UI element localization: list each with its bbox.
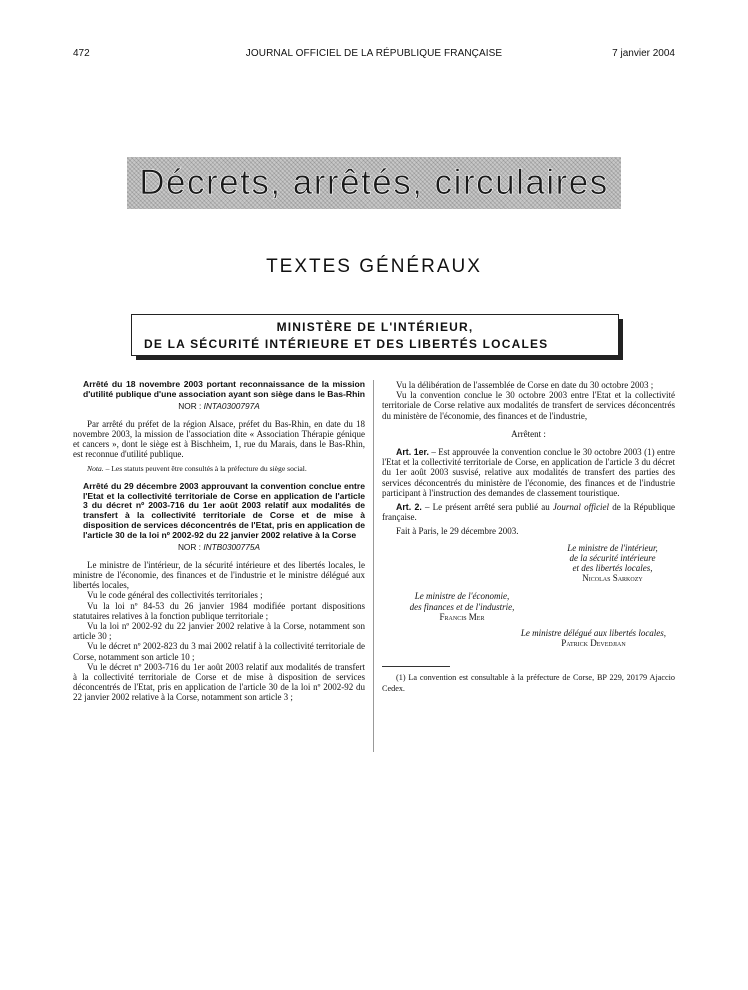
ministry-line-2: DE LA SÉCURITÉ INTÉRIEURE ET DES LIBERTÉS LOCALES bbox=[144, 337, 549, 351]
running-head bbox=[73, 48, 675, 62]
article-1-title: Arrêté du 18 novembre 2003 portant reconnaissance de la mission d'utilité publique d'une association ayant son siège dans le Bas-Rhin bbox=[83, 379, 365, 399]
footnote-rule bbox=[382, 666, 450, 667]
nor-label: NOR : bbox=[177, 541, 201, 552]
paragraph: Vu le décret nº 2003-716 du 1er août 2003 relatif aux modalités de transfert à la collectivité territoriale de Corse et de mise à disposition de services déconcentrés de l'Etat, pris en application de l'article 30 de la loi nº 2002-92 du 22 janvier 2002 relative à la Corse, notamment son article 3 ; bbox=[73, 661, 365, 703]
column-divider bbox=[373, 380, 374, 752]
paragraph: Vu la convention conclue le 30 octobre 2003 entre l'Etat et la collectivité territoriale de Corse relative aux modalités de transfert de services déconcentrés du ministère de l'économie, des finances et de l'industrie, bbox=[382, 390, 675, 421]
article-1-label: Art. 1er. bbox=[396, 447, 429, 458]
note-text: – Les statuts peuvent être consultés à la préfecture du siège social. bbox=[103, 463, 307, 473]
nor-code: INTA0300797A bbox=[203, 400, 260, 411]
ministry-line-1: MINISTÈRE DE L'INTÉRIEUR, bbox=[276, 320, 474, 334]
article-2: Art. 2. – Le présent arrêté sera publié au Journal officiel de la République française. bbox=[382, 502, 675, 523]
fait-a: Fait à Paris, le 29 décembre 2003. bbox=[396, 526, 519, 537]
section-title: TEXTES GÉNÉRAUX bbox=[266, 256, 482, 277]
page-number: 472 bbox=[73, 48, 90, 59]
issue-date: 7 janvier 2004 bbox=[612, 48, 675, 59]
paragraph: Vu la délibération de l'assemblée de Corse en date du 30 octobre 2003 ; bbox=[396, 380, 654, 390]
note-label: Nota. bbox=[87, 463, 104, 473]
left-column bbox=[73, 380, 365, 703]
article-1-nor bbox=[73, 401, 365, 411]
right-column bbox=[382, 380, 675, 694]
journal-title: JOURNAL OFFICIEL DE LA RÉPUBLIQUE FRANÇAISE bbox=[245, 48, 503, 59]
signature-2: Le ministre de l'économie, des finances et de l'industrie, Francis Mer bbox=[382, 591, 542, 622]
article-2-nor bbox=[73, 542, 365, 552]
paragraph: Vu le décret nº 2002-823 du 3 mai 2002 relatif à la collectivité territoriale de Corse, notamment son article 10 ; bbox=[73, 641, 365, 662]
signatory-name: Francis Mer bbox=[439, 611, 485, 622]
paragraph: Vu le code général des collectivités territoriales ; bbox=[87, 590, 263, 601]
paragraph: Vu la loi nº 84-53 du 26 janvier 1984 modifiée portant dispositions statutaires relatives à la fonction publique territoriale ; bbox=[73, 600, 365, 621]
signature-3: Le ministre délégué aux libertés locales, Patrick Devedjian bbox=[382, 628, 675, 648]
banner-title: Décrets, arrêtés, circulaires bbox=[139, 163, 609, 202]
signatory-name: Nicolas Sarkozy bbox=[582, 573, 643, 584]
paragraph: Le ministre de l'intérieur, de la sécurité intérieure et des libertés locales, le ministre de l'économie, des finances et de l'industrie et le ministre délégué aux libertés locales, bbox=[73, 559, 365, 591]
ministry-box bbox=[131, 314, 619, 356]
signature-1: Le ministre de l'intérieur, de la sécurité intérieure et des libertés locales, Nicolas Sarkozy bbox=[382, 543, 675, 584]
nor-label: NOR : bbox=[178, 400, 202, 411]
signatory-name: Patrick Devedjian bbox=[561, 638, 626, 649]
article-2-label: Art. 2. bbox=[396, 502, 422, 513]
article-1-body: Par arrêté du préfet de la région Alsace, préfet du Bas-Rhin, en date du 18 novembre 2003, la mission de l'association dite « Association Thérapie génique et cancers », dont le siège est à Bischheim, 1, rue du Marais, dans le Bas-Rhin, est reconnue d'utilité publique. bbox=[73, 418, 365, 460]
article-1 bbox=[382, 447, 675, 498]
section-banner bbox=[127, 157, 621, 209]
article-1-note bbox=[73, 464, 365, 474]
nor-code: INTB0300775A bbox=[203, 541, 261, 552]
article-1-text: – Est approuvée la convention conclue le 30 octobre 2003 (1) entre l'Etat et la collectivité territoriale de Corse, en application de l'article 3 du décret du 1er août 2003 susvisé, relative aux modalités de transfert des parties des services déconcentrés du ministère de l'économie, des finances et de l'industrie participant à l'instruction des demandes de classement touristique. bbox=[382, 447, 676, 498]
footnote: (1) La convention est consultable à la préfecture de Corse, BP 229, 20179 Ajaccio Cedex. bbox=[382, 673, 675, 693]
paragraph: Vu la loi nº 2002-92 du 22 janvier 2002 relative à la Corse, notamment son article 30 ; bbox=[73, 621, 365, 642]
article-2-title: Arrêté du 29 décembre 2003 approuvant la convention conclue entre l'Etat et la collectivité territoriale de Corse en application de l'article 3 du décret nº 2003-716 du 1er août 2003 relatif aux modalités de transfert à la collectivité territoriale de Corse et de mise à disposition de services déconcentrés de l'Etat, pris en application de l'article 30 de la loi nº 2002-92 du 22 janvier 2002 relative à la Corse bbox=[83, 480, 365, 540]
arretent: Arrêtent : bbox=[511, 428, 546, 439]
